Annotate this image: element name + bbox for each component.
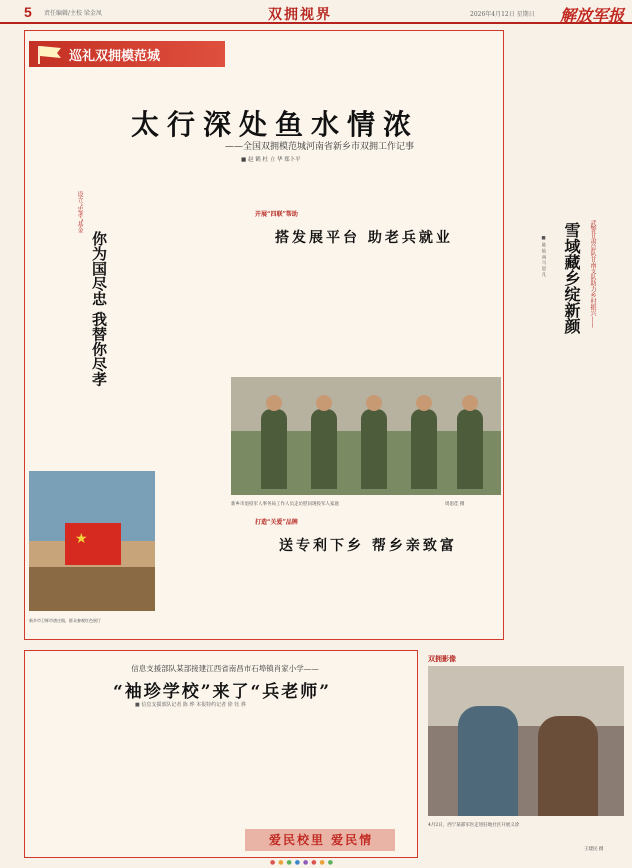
photo-caption: 新乡市退役军人事务局工作人员走访慰问现役军人家庭 [231, 502, 339, 507]
section-title: 双拥视界 [268, 6, 332, 22]
flag-icon [37, 44, 63, 64]
bottom-byline: ■ 信息支援部队记者 陈 烨 本报特约记者 徐 钰 骅 [135, 702, 246, 708]
left-photo-caption: 新乡市卫辉市唐庄镇，群众参观红色展厅 [29, 618, 101, 623]
clinic-photo [428, 666, 624, 816]
section1-kicker: 开展“四联”帮助 [255, 211, 298, 218]
editor-credits: 责任编辑/主校 梁金凤 [44, 10, 102, 17]
page-number: 5 [24, 4, 32, 20]
star-icon: ★ [75, 531, 88, 547]
side-kicker: 设立“忠孝”基金 [76, 191, 83, 234]
right-byline: ■ 陈 灿 南 马 思 凡 [541, 236, 546, 277]
story-title: 太行深处鱼水情浓 [130, 108, 419, 141]
photo-feature-caption: 4月2日，西宁某部军医走进驻地社区开展义诊 [428, 823, 520, 828]
story-subtitle: ——全国双拥模范城河南省新乡市双拥工作记事 [225, 142, 415, 152]
banner-title: 巡礼双拥模范城 [69, 48, 161, 63]
side-column [29, 171, 119, 411]
main-story-box [24, 30, 504, 640]
flag-display [65, 523, 121, 565]
bottom-story-box [24, 650, 418, 858]
page-header [0, 0, 632, 24]
page-dots: ●●●●●●●● [270, 859, 336, 866]
photo-feature-head: 双拥影像 [428, 654, 456, 663]
left-photo [29, 471, 155, 611]
soldiers-photo [231, 377, 501, 495]
masthead-logo: 解放军报 [560, 6, 625, 25]
bottom-kicker: 信息支援部队某部接建江西省南昌市石埠镇肖家小学—— [131, 664, 319, 673]
bottom-title: “袖珍学校”来了“兵老师” [112, 682, 332, 702]
story-banner [29, 41, 225, 67]
right-kicker: 武警甘肃总队甘南支队助力乡村振兴—— [589, 220, 596, 328]
photo-feature [424, 650, 624, 858]
section1-title: 搭发展平台 助老兵就业 [275, 230, 453, 246]
bottom-banner-text: 爱民校里 爱民情 [269, 833, 374, 847]
bottom-banner [245, 829, 395, 851]
side-title: 你为国尽忠 我替你尽孝 [90, 231, 108, 387]
section2-kicker: 打造“关爱”品牌 [255, 519, 298, 526]
right-title: 雪域藏乡绽新颜 [562, 222, 581, 334]
section2-title: 送专利下乡 帮乡亲致富 [279, 538, 457, 554]
publication-date: 2026年4月12日 星期日 [470, 11, 535, 18]
photo-credit: 周思佳 摄 [445, 502, 465, 507]
photo-feature-credit: 王建民 摄 [584, 847, 604, 852]
story-byline: ■ 赵 鹤 杜 立 华 郑卜平 [241, 157, 301, 163]
